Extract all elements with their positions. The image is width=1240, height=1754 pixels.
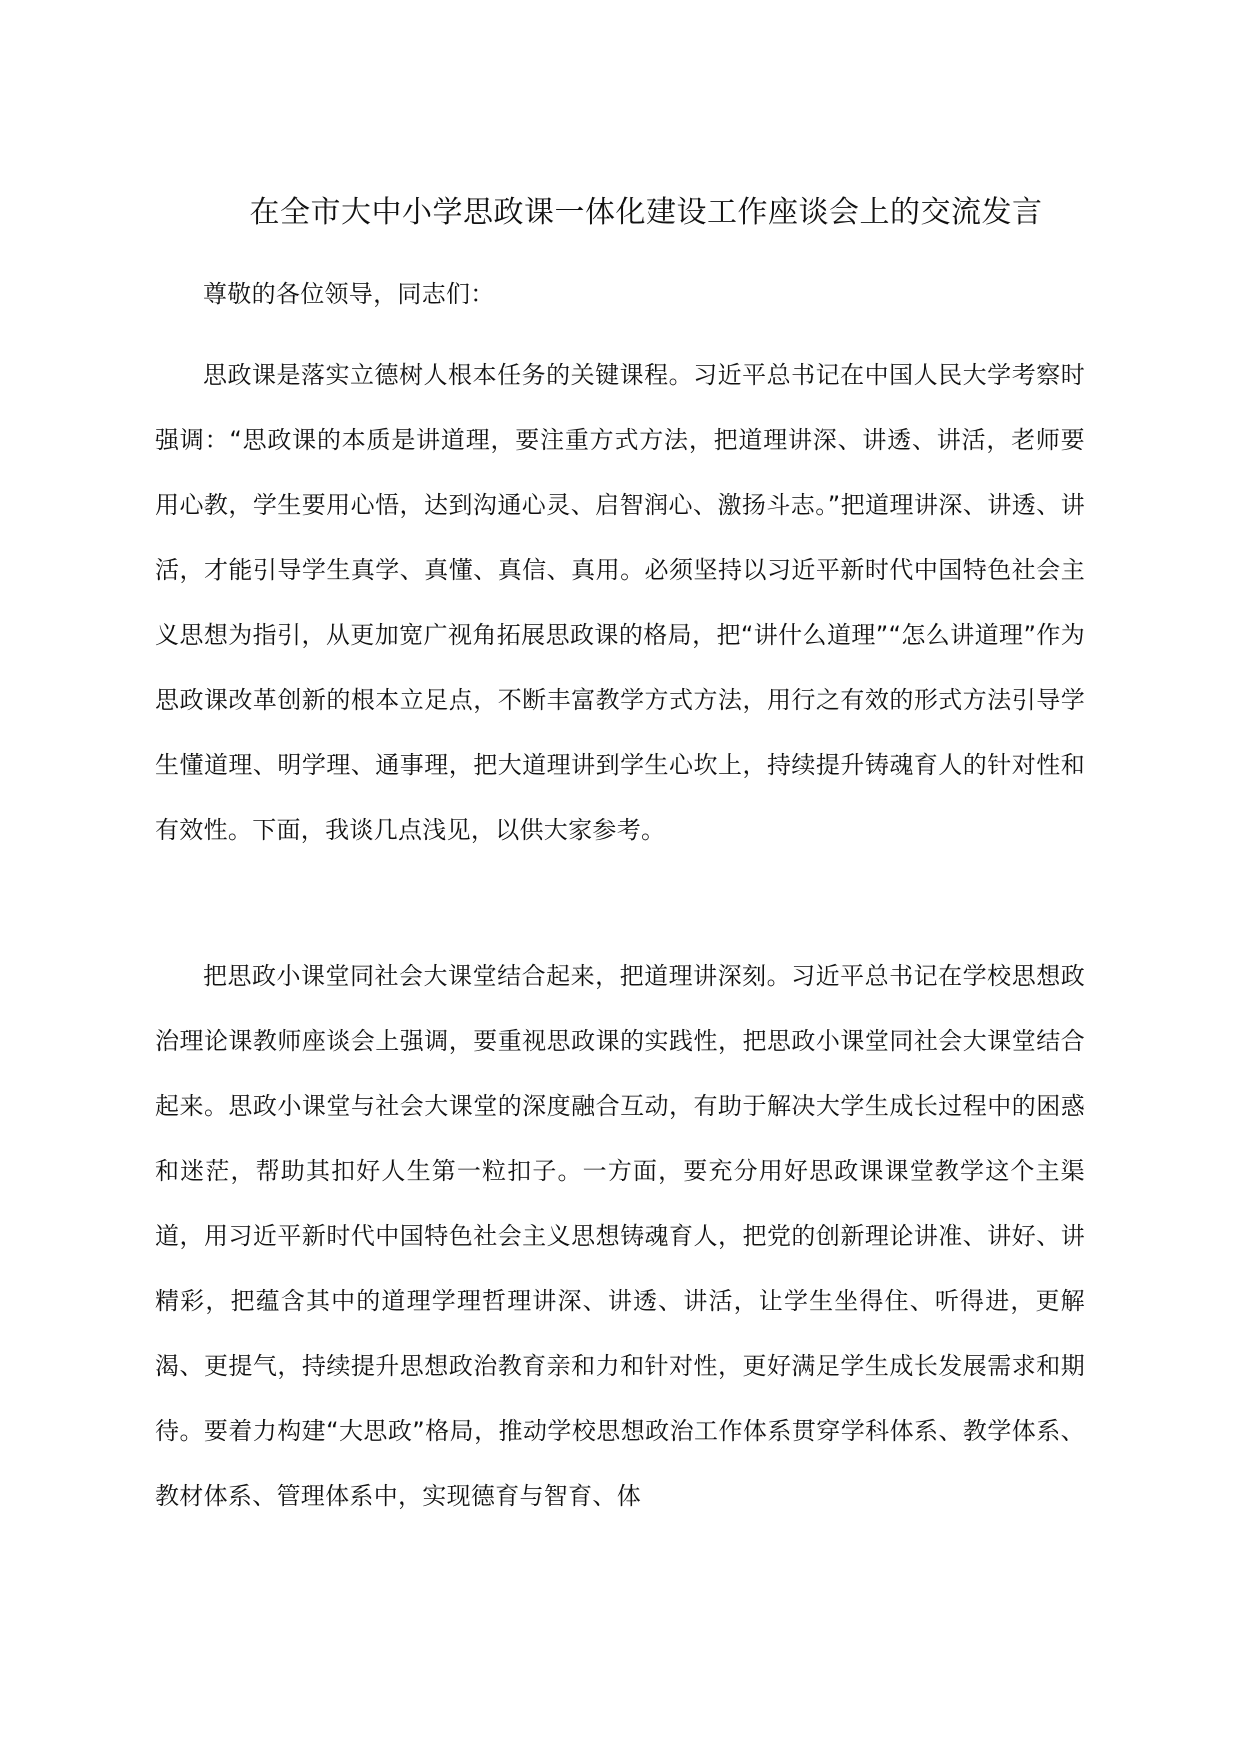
paragraph-2: 把思政小课堂同社会大课堂结合起来，把道理讲深刻。习近平总书记在学校思想政治理论课教师座谈会上强调，要重视思政课的实践性，把思政小课堂同社会大课堂结合起来。思政小课堂与社会大课堂的深度融合互动，有助于解决大学生成长过程中的困惑和迷茫，帮助其扣好人生第一粒扣子。一方面，要充分用好思政课课堂教学这个主渠道，用习近平新时代中国特色社会主义思想铸魂育人，把党的创新理论讲准、讲好、讲精彩，把蕴含其中的道理学理哲理讲深、讲透、讲活，让学生坐得住、听得进，更解渴、更提气，持续提升思想政治教育亲和力和针对性，更好满足学生成长发展需求和期待。要着力构建“大思政”格局，推动学校思想政治工作体系贯穿学科体系、教学体系、教材体系、管理体系中，实现德育与智育、体	[155, 962, 1085, 1510]
document-title: 在全市大中小学思政课一体化建设工作座谈会上的交流发言	[249, 195, 1043, 230]
salutation: 尊敬的各位领导，同志们：	[203, 280, 495, 308]
paragraph-1: 思政课是落实立德树人根本任务的关键课程。习近平总书记在中国人民大学考察时强调：“思政课的本质是讲道理，要注重方式方法，把道理讲深、讲透、讲活，老师要用心教，学生要用心悟，达到沟通心灵、启智润心、激扬斗志。”把道理讲深、讲透、讲活，才能引导学生真学、真懂、真信、真用。必须坚持以习近平新时代中国特色社会主义思想为指引，从更加宽广视角拓展思政课的格局，把“讲什么道理”“怎么讲道理”作为思政课改革创新的根本立足点，不断丰富教学方式方法，用行之有效的形式方法引导学生懂道理、明学理、通事理，把大道理讲到学生心坎上，持续提升铸魂育人的针对性和有效性。下面，我谈几点浅见，以供大家参考。	[155, 361, 1085, 844]
